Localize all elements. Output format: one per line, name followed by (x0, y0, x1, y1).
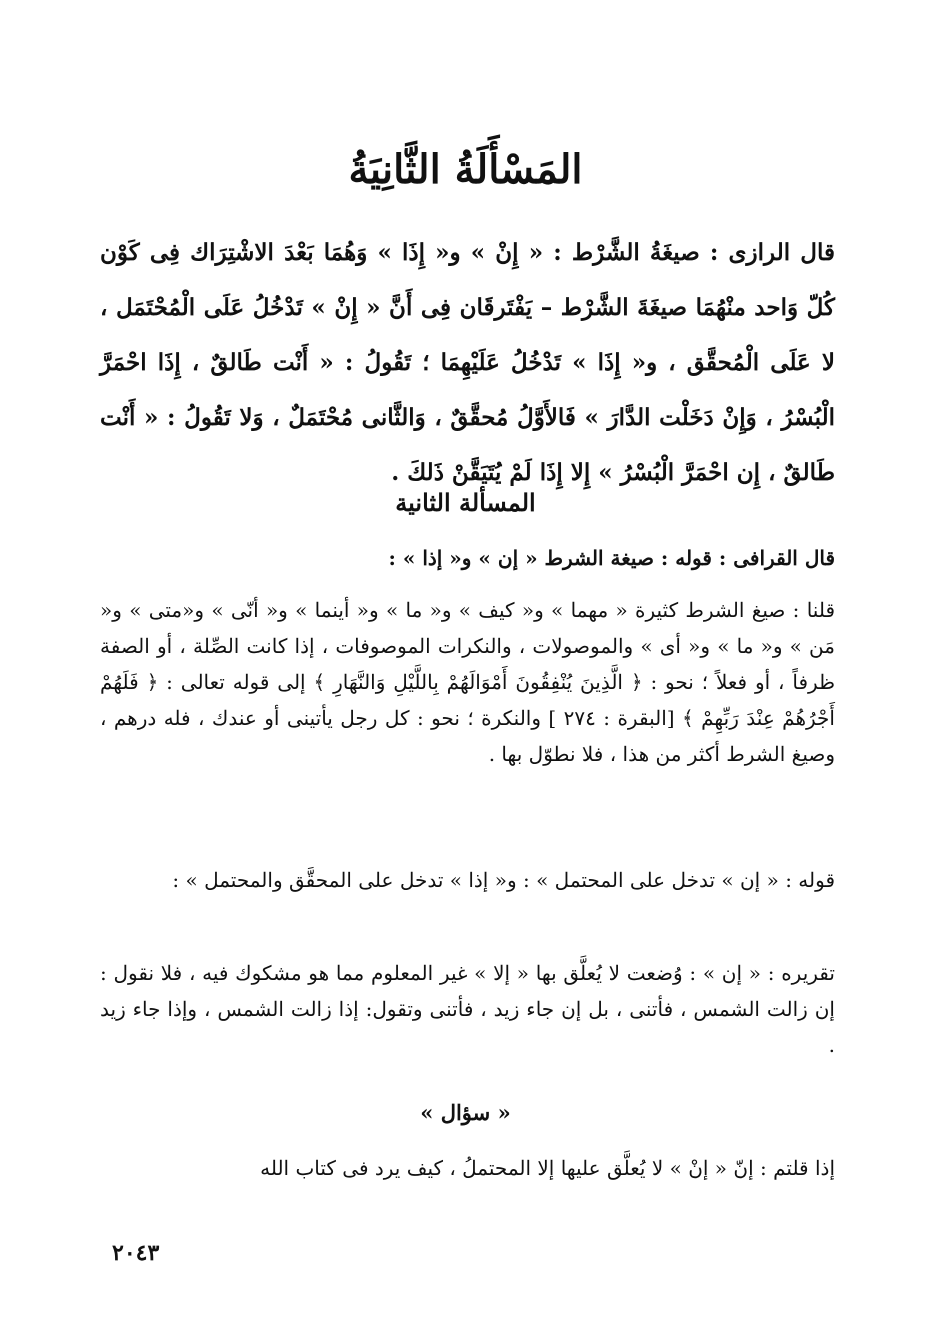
paragraph-taqriruhu: تقريره : « إن » : وُضعت لا يُعلَّق بها « إلا » غير المعلوم مما هو مشكوك فيه ، فلا نقول : إن زالت الشمس ، فأتنى ، بل إن جاء زيد ، فأتنى وتقول: إذا زالت الشمس ، وإذا جاء زيد . (100, 961, 835, 1057)
page-number: ٢٠٤٣ (112, 1240, 160, 1266)
page-title: المَسْأَلَةُ الثَّانِيَةُ (348, 146, 583, 193)
question-heading: « سؤال » (420, 1100, 511, 1125)
section-title: المسألة الثانية (395, 488, 536, 517)
qarafi-intro: قال القرافى : قوله : صيغة الشرط « إن » و« إذا » : (388, 546, 835, 570)
paragraph-qawluhu: قوله : « إن » تدخل على المحتمل » : و« إذا » تدخل على المحقَّق والمحتمل » : (172, 868, 835, 892)
razi-paragraph: قال الرازى : صيغَةُ الشَّرْط : « إِنْ » و« إِذَا » وَهُمَا بَعْدَ الاشْتِرَاك فِى كَوْن كُلّ وَاحد منْهُمَا صيغَةَ الشَّرْط – يَفْتَرقَان فِى أَنَّ « إِنْ » تَدْخُلُ عَلَى الْمُحْتَمَل ، لا عَلَى الْمُحقَّق ، و« إِذَا » تَدْخُلُ عَلَيْهِمَا ؛ تَقُولُ : « أَنْت طَالقٌ ، إِذَا احْمَرَّ الْبُسْرُ ، وَإِنْ دَخَلْت الدَّارَ » فَالأَوَّلُ مُحقَّقٌ ، وَالثَّانى مُحْتَمَلٌ ، وَلا تَقُولُ : « أَنْت طَالقٌ ، إِن احْمَرَّ الْبُسْرُ » إِلا إِذَا لَمْ يُتَيَقَّنْ ذَلكَ . (100, 239, 835, 486)
paragraph-conditional-forms: قلنا : صيغ الشرط كثيرة « مهما » و« كيف » و« ما » و« أينما » و« أنّى » و«متى » و« مَن » و« ما » و« أى » والموصولات ، والنكرات الموصوفات ، إذا كانت الصِّلة ، أو الصفة ظرفاً ، أو فعلاً ؛ نحو : ﴿ الَّذِينَ يُنْفِقُونَ أَمْوَالَهُمْ بِاللَّيْلِ وَالنَّهَارِ ﴾ إلى قوله تعالى : ﴿ فَلَهُمْ أَجْرُهُمْ عِنْدَ رَبِّهِمْ ﴾ [البقرة : ٢٧٤ ] والنكرة ؛ نحو : كل رجل يأتينى أو عندك ، فله درهم ، وصيغ الشرط أكثر من هذا ، فلا نطوّل بها . (100, 598, 835, 766)
paragraph-question: إذا قلتم : إنّ « إنْ » لا يُعلَّق عليها إلا المحتملُ ، كيف يرد فى كتاب الله (260, 1156, 835, 1180)
